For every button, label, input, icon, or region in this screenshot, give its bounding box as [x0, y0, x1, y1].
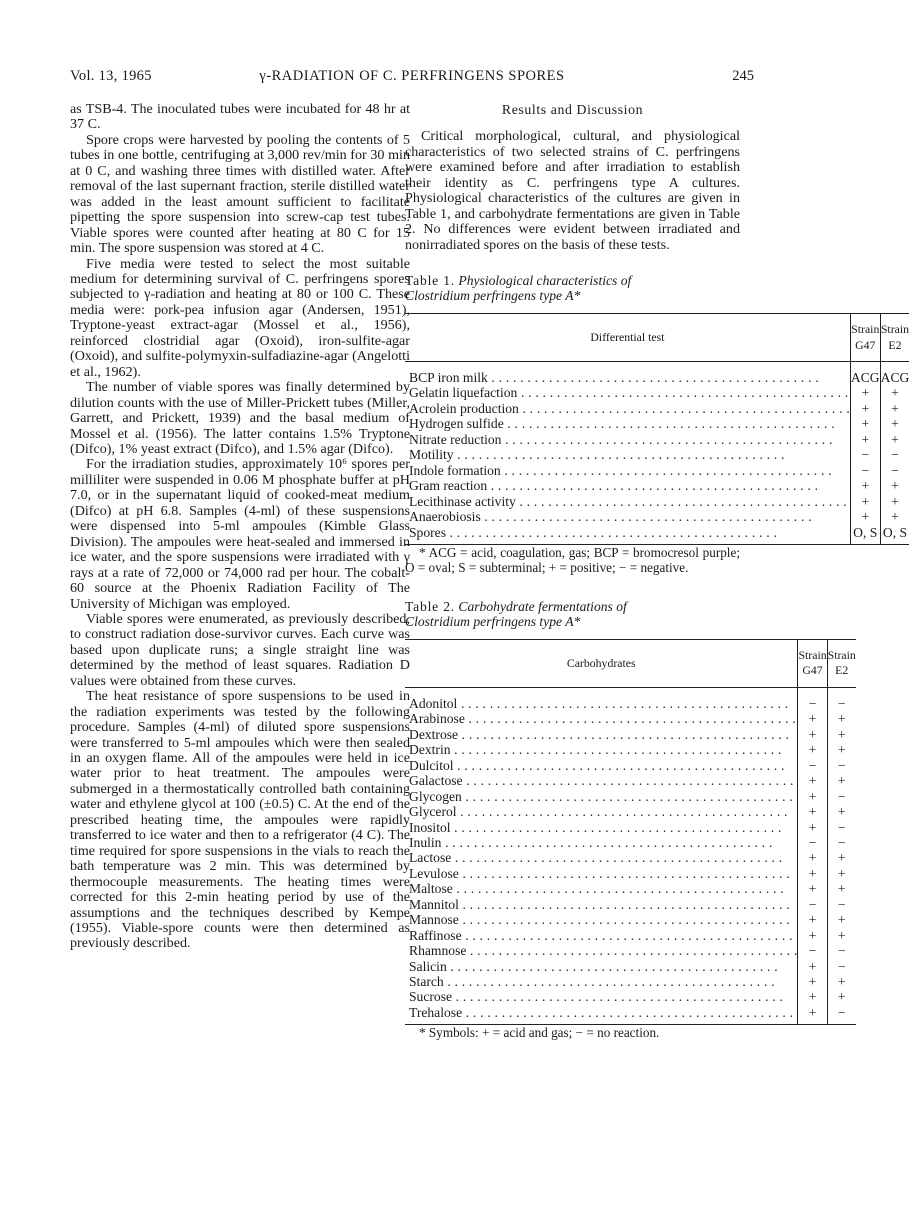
paragraph: The heat resistance of spore suspensions to be used in the radiation experiments was tested by the following procedure. Samples (4-ml) of diluted spore suspensions were transferred to 5-ml ampoules which were then sealed in an oxygen flame. All of the ampoules were held in ice water prior to heat treatment. The ampoules were submerged in a thermostatically controlled bath containing water and ethylene glycol at 100 (±0.5) C. At the end of the prescribed heating time, the ampoules were rapidly transferred to ice water and then to a refrigerator (4 C). The time required for spore suspensions in the vials to reach the bath temperature was 2 min. This was determined by thermocouple measurements. The heating times were corrected for this 2-min heating period by use of the assumptions and the techniques described by Kempe (1955). Viable-spore counts were then determined as previously described. [70, 688, 410, 952]
table-row [405, 432, 909, 447]
cell-strain-g47: + [850, 416, 880, 431]
paragraph: Viable spores were enumerated, as previously described, to construct radiation dose-survivor curves. Each curve was based upon duplicate runs; a single straight line was determined by the method of least squares. Radiation D values were obtained from these curves. [70, 610, 410, 689]
caption-line: Clostridium perfringens type A* [405, 288, 581, 304]
table-label: Table 2. [405, 598, 455, 614]
column-header: Strain G47 [798, 639, 827, 687]
column-header: Carbohydrates [405, 639, 798, 687]
cell-strain-e2: + [827, 866, 856, 881]
row-label: Raffinose . . . [409, 928, 797, 943]
table-row [405, 385, 909, 400]
section-title: Results and Discussion [501, 102, 644, 117]
cell-strain-g47: + [798, 850, 827, 865]
row-label: Lecithinase activity . . . [409, 494, 850, 509]
row-label: Lactose . . . [409, 850, 797, 865]
cell-strain-e2: ACG [880, 361, 909, 385]
cell-strain-e2: − [827, 820, 856, 835]
cell-strain-e2: − [827, 943, 856, 958]
table-row [405, 943, 856, 958]
volume-label: Vol. 13, 1965 [70, 68, 152, 84]
table-row [405, 850, 856, 865]
cell-strain-g47: + [850, 494, 880, 509]
row-label: Trehalose . . . [409, 1005, 797, 1020]
row-label: Glycogen . . . [409, 789, 797, 804]
table-row [405, 881, 856, 896]
paragraph: For the irradiation studies, approximately 10⁶ spores per milliliter were suspended in 0.06 M phosphate buffer at pH 7.0, or in the supernatant liquid of cooked-meat medium (Difco) at pH 6.8. Samples (4-ml) of these suspensions were dispensed into 5-ml ampoules (Kimble Glass Division). The ampoules were heat-sealed and immersed in ice water, and the spore suspensions were irradiated with γ rays at a rate of 72,000 or 74,000 rad per hour. The cobalt-60 source at the Phoenix Radiation Facility of The University of Michigan was employed. [70, 456, 410, 612]
row-label: Indole formation . . . [409, 463, 850, 478]
table-row [405, 361, 909, 385]
table-row [405, 897, 856, 912]
cell-strain-g47: + [798, 928, 827, 943]
cell-strain-e2: − [827, 835, 856, 850]
table-row [405, 711, 856, 726]
row-label: Salicin . . . [409, 959, 797, 974]
table-row [405, 509, 909, 524]
table-row [405, 416, 909, 431]
row-label: Arabinose . . . [409, 711, 797, 726]
cell-strain-g47: + [798, 773, 827, 788]
cell-strain-e2: + [827, 881, 856, 896]
cell-strain-g47: − [850, 447, 880, 462]
cell-strain-g47: O, S [850, 525, 880, 545]
cell-strain-e2: + [880, 401, 909, 416]
cell-strain-g47: + [798, 974, 827, 989]
table-footnote: * ACG = acid, coagulation, gas; BCP = bromocresol purple; O = oval; S = subterminal; + = positive; − = negative. [405, 544, 740, 575]
cell-strain-e2: − [827, 789, 856, 804]
row-label: Inulin . . . [409, 835, 797, 850]
caption-line: Clostridium perfringens type A* [405, 613, 581, 629]
row-label: Glycerol . . . [409, 804, 797, 819]
cell-strain-e2: + [880, 416, 909, 431]
column-header: Strain E2 [880, 314, 909, 362]
row-label: Spores . . . [409, 525, 850, 540]
row-label: Adonitol . . . [409, 696, 797, 711]
cell-strain-e2: + [827, 989, 856, 1004]
cell-strain-e2: − [827, 758, 856, 773]
cell-strain-g47: + [850, 401, 880, 416]
cell-strain-g47: − [798, 943, 827, 958]
row-label: Rhamnose . . . [409, 943, 797, 958]
cell-strain-e2: + [827, 804, 856, 819]
cell-strain-g47: − [798, 835, 827, 850]
data-table [405, 313, 909, 545]
cell-strain-g47: + [798, 989, 827, 1004]
table-row [405, 401, 909, 416]
cell-strain-g47: + [798, 881, 827, 896]
cell-strain-g47: + [798, 866, 827, 881]
table-row [405, 820, 856, 835]
table-row [405, 1005, 856, 1025]
table-row [405, 866, 856, 881]
row-label: Mannitol . . . [409, 897, 797, 912]
cell-strain-g47: + [798, 789, 827, 804]
table-caption [405, 599, 740, 629]
cell-strain-e2: + [880, 432, 909, 447]
table-2 [405, 598, 856, 1041]
row-label: Gram reaction . . . [409, 478, 850, 493]
cell-strain-g47: − [850, 463, 880, 478]
cell-strain-e2: + [827, 850, 856, 865]
row-label: BCP iron milk . . . [409, 370, 850, 385]
cell-strain-g47: + [850, 509, 880, 524]
cell-strain-g47: + [798, 742, 827, 757]
cell-strain-g47: + [798, 711, 827, 726]
paragraph: Critical morphological, cultural, and physiological characteristics of two selected strains of C. perfringens were examined before and after irradiation to establish their identity as C. perfringens type A cultures. Physiological characteristics of the cultures are given in Table 1, and carbohydrate fermentations are given in Table 2. No differences were evident between irradiated and nonirradiated spores on the basis of these tests. [405, 128, 740, 253]
row-label: Acrolein production . . . [409, 401, 850, 416]
running-title: γ-RADIATION OF C. PERFRINGENS SPORES [259, 68, 565, 84]
cell-strain-g47: ACG [850, 361, 880, 385]
row-label: Inositol . . . [409, 820, 797, 835]
row-label: Dulcitol . . . [409, 758, 797, 773]
table-row [405, 804, 856, 819]
row-label: Mannose . . . [409, 912, 797, 927]
table-row [405, 773, 856, 788]
cell-strain-e2: + [880, 494, 909, 509]
cell-strain-e2: + [827, 912, 856, 927]
row-label: Anaerobiosis . . . [409, 509, 850, 524]
table-row [405, 758, 856, 773]
running-header [70, 68, 754, 90]
cell-strain-e2: + [827, 773, 856, 788]
cell-strain-e2: − [880, 447, 909, 462]
cell-strain-g47: + [850, 432, 880, 447]
table-1 [405, 273, 909, 575]
column-header: Differential test [405, 314, 850, 362]
cell-strain-e2: − [827, 687, 856, 711]
cell-strain-g47: + [798, 727, 827, 742]
table-row [405, 463, 909, 478]
table-row [405, 742, 856, 757]
cell-strain-e2: − [880, 463, 909, 478]
row-label: Dextrose . . . [409, 727, 797, 742]
row-label: Gelatin liquefaction . . . [409, 385, 850, 400]
table-row [405, 789, 856, 804]
paragraph: as TSB-4. The inoculated tubes were incubated for 48 hr at 37 C. [70, 101, 410, 133]
cell-strain-g47: + [798, 959, 827, 974]
row-label: Maltose . . . [409, 881, 797, 896]
cell-strain-e2: + [880, 509, 909, 524]
cell-strain-g47: + [798, 804, 827, 819]
cell-strain-e2: + [827, 928, 856, 943]
row-label: Levulose . . . [409, 866, 797, 881]
table-row [405, 928, 856, 943]
cell-strain-e2: O, S [880, 525, 909, 545]
table-footnote: * Symbols: + = acid and gas; − = no reaction. [419, 1025, 660, 1041]
row-label: Hydrogen sulfide . . . [409, 416, 850, 431]
cell-strain-e2: − [827, 897, 856, 912]
cell-strain-e2: + [827, 727, 856, 742]
cell-strain-e2: + [827, 711, 856, 726]
row-label: Sucrose . . . [409, 989, 797, 1004]
table-row [405, 974, 856, 989]
data-table [405, 639, 856, 1025]
left-column [70, 102, 410, 952]
cell-strain-g47: − [798, 758, 827, 773]
cell-strain-g47: − [798, 687, 827, 711]
table-row [405, 912, 856, 927]
column-header: Strain E2 [827, 639, 856, 687]
table-row [405, 478, 909, 493]
cell-strain-g47: + [850, 385, 880, 400]
cell-strain-g47: + [798, 1005, 827, 1025]
cell-strain-g47: + [798, 912, 827, 927]
column-header: Strain G47 [850, 314, 880, 362]
paragraph: The number of viable spores was finally determined by dilution counts with the use of Miller-Prickett tubes (Miller, Garrett, and Prickett, 1939) and the basal medium of Mossel et al. (1956). The latter contains 1.5% Tryptone (Difco), 1% yeast extract (Difco), and 1.5% agar (Difco). [70, 379, 410, 457]
cell-strain-e2: + [827, 742, 856, 757]
caption-line: Carbohydrate fermentations of [458, 598, 627, 614]
paragraph: Five media were tested to select the most suitable medium for determining survival of C. perfringens spores subjected to γ-radiation and heating at 80 or 100 C. These media were: pork-pea infusion agar (Andersen, 1951), Tryptone-yeast extract-agar (Mossel et al., 1956), reinforced clostridial agar (Oxoid), iron-sulfite-agar (Oxoid), and sulfite-polymyxin-sulfadiazine-agar (Angelotti et al., 1962). [70, 255, 410, 380]
row-label: Nitrate reduction . . . [409, 432, 850, 447]
table-row [405, 727, 856, 742]
table-row [405, 835, 856, 850]
table-row [405, 525, 909, 545]
cell-strain-e2: + [880, 478, 909, 493]
row-label: Motility . . . [409, 447, 850, 462]
cell-strain-e2: + [827, 974, 856, 989]
cell-strain-g47: + [850, 478, 880, 493]
table-row [405, 687, 856, 711]
cell-strain-e2: − [827, 959, 856, 974]
page-number: 245 [732, 68, 754, 84]
cell-strain-g47: + [798, 820, 827, 835]
table-row [405, 959, 856, 974]
table-row [405, 447, 909, 462]
cell-strain-e2: + [880, 385, 909, 400]
table-caption [405, 273, 740, 303]
row-label: Starch . . . [409, 974, 797, 989]
paragraph: Spore crops were harvested by pooling the contents of 5 tubes in one bottle, centrifuging at 3,000 rev/min for 30 min at 0 C, and washing three times with distilled water. After removal of the last supernant fraction, sterile distilled water was added in the least amount sufficient to facilitate pipetting the spore suspension into screw-cap test tubes. Viable spores were counted after heating at 80 C for 15 min. The spore suspension was stored at 4 C. [70, 131, 410, 257]
table-label: Table 1. [405, 273, 455, 289]
cell-strain-g47: − [798, 897, 827, 912]
caption-line: Physiological characteristics of [458, 273, 632, 289]
row-label: Galactose . . . [409, 773, 797, 788]
right-column [405, 102, 909, 1041]
table-row [405, 494, 909, 509]
table-row [405, 989, 856, 1004]
cell-strain-e2: − [827, 1005, 856, 1025]
row-label: Dextrin . . . [409, 742, 797, 757]
